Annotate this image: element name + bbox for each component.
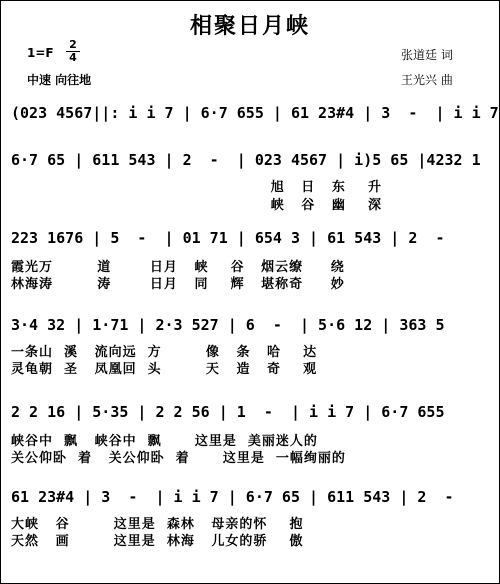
lyrics-line-5-verse-2: 关公仰卧 着 关公仰卧 着 这里是 一幅绚丽的	[11, 451, 346, 466]
lyrics-line-4-verse-1: 一条山 溪 流向远 方 像 条 哈 达	[11, 345, 318, 360]
lyrics-line-6-verse-1: 大峡 谷 这里是 森林 母亲的怀 抱	[11, 517, 304, 532]
notation-line-3: 223 1676 | 5 - | 01 71 | 654 3 | 61 543 | 2 -	[11, 229, 445, 247]
lyrics-line-4-verse-2: 灵龟朝 圣 凤凰回 头 天 造 奇 观	[11, 362, 318, 377]
notation-line-6: 61 23#4 | 3 - | i i 7 | 6·7 65 | 611 543 | 2 -	[11, 488, 454, 506]
meter-bottom: 4	[69, 51, 77, 64]
lyrics-line-2-verse-2: 峡 谷 幽 深	[11, 198, 382, 213]
song-title: 相聚日月峡	[189, 14, 310, 39]
notation-line-4: 3·4 32 | 1·71 | 2·3 527 | 6 - | 5·6 12 | 363 5	[11, 316, 445, 334]
lyrics-line-3-verse-2: 林海涛 涛 日月 同 辉 堪称奇 妙	[11, 277, 345, 292]
lyricist-credit: 张道廷 词	[401, 48, 453, 62]
lyrics-line-2-verse-1: 旭 日 东 升	[11, 180, 382, 195]
composer-credit: 王光兴 曲	[401, 73, 453, 87]
key-signature: 1=F	[27, 46, 54, 60]
meter-top: 2	[66, 39, 80, 52]
tempo-marking: 中速 向往地	[27, 73, 92, 87]
time-signature	[66, 39, 80, 64]
notation-line-5: 2 2 16 | 5·35 | 2 2 56 | 1 - | i i 7 | 6·7 655	[11, 403, 445, 421]
lyrics-line-5-verse-1: 峡谷中 飘 峡谷中 飘 这里是 美丽迷人的	[11, 434, 318, 449]
notation-line-1: (023 4567||: i i 7 | 6·7 655 | 61 23#4 | 3 - | i i 7	[11, 104, 499, 122]
lyrics-line-6-verse-2: 天然 画 这里是 林海 儿女的骄 傲	[11, 534, 304, 549]
notation-line-2: 6·7 65 | 611 543 | 2 - | 023 4567 | i)5 65 |4232 1	[11, 151, 481, 169]
lyrics-line-3-verse-1: 霞光万 道 日月 峡 谷 烟云缭 绕	[11, 260, 345, 275]
